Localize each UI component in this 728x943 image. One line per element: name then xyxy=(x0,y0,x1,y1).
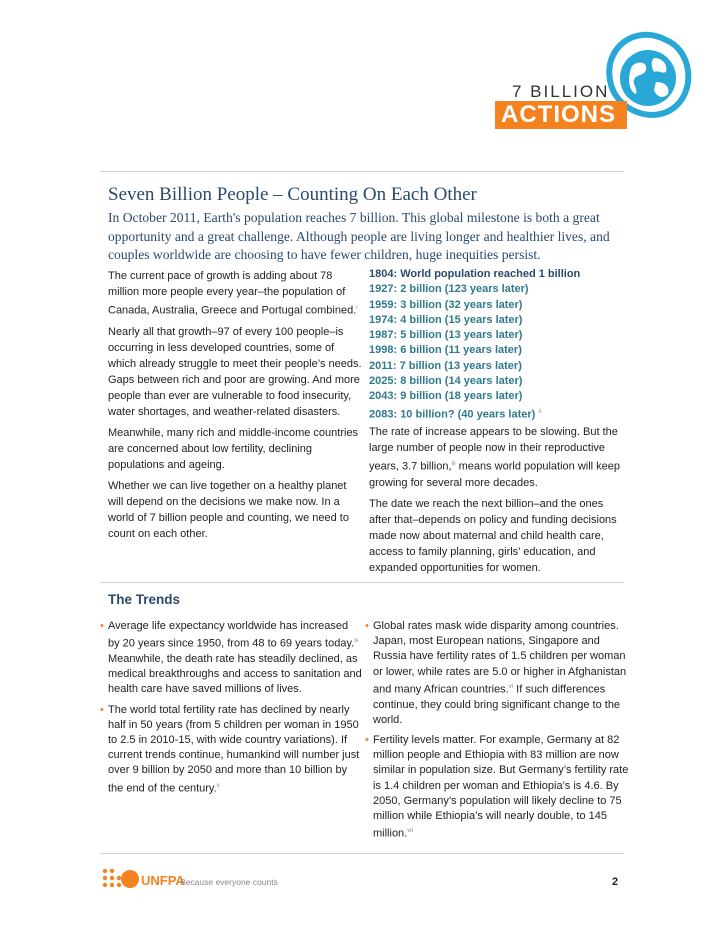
org-name: UNFPA xyxy=(141,873,185,888)
footnote-marker: ii xyxy=(538,408,542,415)
paragraph: Nearly all that growth–97 of every 100 people–is occurring in less developed countries, some of which already struggle to meet their people’s needs. Gaps between rich and poor are growing. And more people than ever are vulnerable to food insecurity, water shortages, and weather-related disasters. xyxy=(108,325,362,418)
logo-text-actions: ACTIONS xyxy=(495,101,627,129)
timeline-item: 1959: 3 billion (32 years later) xyxy=(369,298,523,311)
intro-paragraph: In October 2011, Earth's population reaches 7 billion. This global milestone is both a great opportunity and a great challenge. Although people are living longer and healthier lives, and couples worldwide are choosing to have fewer children, huge inequities persist. xyxy=(108,210,610,262)
trends-left-list xyxy=(100,619,362,802)
footnote-marker: i xyxy=(356,305,358,311)
page-title: Seven Billion People – Counting On Each Other xyxy=(108,184,477,205)
footnote-marker: v xyxy=(216,782,220,789)
paragraph: The current pace of growth is adding about 78 million more people every year–the population of Canada, Australia, Greece and Portugal combined.$^i$ xyxy=(108,270,358,317)
timeline-item: 1998: 6 billion (11 years later) xyxy=(369,344,522,357)
list-item: • Average life expectancy worldwide has increased by 20 years since 1950, from 48 to 69 years today.$^{iv}$ Meanwhile, the death rate has steadily declined, as medical breakthroughs and access to sanitation and health care have saved millions of lives. xyxy=(100,619,362,698)
timeline-item: 2043: 9 billion (18 years later) xyxy=(369,390,523,403)
list-item: • The world total fertility rate has declined by nearly half in 50 years (from 5 children per woman in 1950 to 2.5 in 2010-15, with wide country variations). If current trends continue, humankind will number just over 9 billion by 2050 and more than 10 billion by the end of the century.$^v$ xyxy=(100,703,362,797)
timeline-item: 2025: 8 billion (14 years later) xyxy=(369,375,523,388)
list-item: • Fertility levels matter. For example, Germany at 82 million people and Ethiopia with 83 million are now similar in population size. But Germany’s fertility rate is 1.4 children per woman and Ethiopia’s is 4.6. By 2050, Germany’s population will likely decline to 75 million while Ethiopia’s will nearly double, to 145 million.$^{vii}$ xyxy=(365,733,629,842)
timeline-item: 1974: 4 billion (15 years later) xyxy=(369,313,523,326)
timeline-item: 2011: 7 billion (13 years later) xyxy=(369,359,522,372)
population-timeline xyxy=(369,267,629,423)
header-divider xyxy=(100,171,624,172)
footnote-marker: vii xyxy=(407,828,413,835)
footnote-marker: iii xyxy=(451,461,456,467)
footer-divider xyxy=(100,853,624,854)
logo-text-7-billion: 7 BILLION xyxy=(512,82,610,101)
section-divider xyxy=(100,582,624,583)
trends-heading: The Trends xyxy=(108,592,181,607)
right-column xyxy=(369,424,627,581)
unfpa-dots-icon xyxy=(100,866,185,892)
paragraph: Whether we can live together on a healthy planet will depend on the decisions we make now. In a world of 7 billion people and counting, we need to count on each other. xyxy=(108,479,349,540)
paragraph: Meanwhile, many rich and middle-income countries are concerned about low fertility, declining populations and ageing. xyxy=(108,426,359,471)
footnote-marker: vi xyxy=(508,683,514,690)
trends-right-list xyxy=(365,619,629,847)
page-number: 2 xyxy=(612,876,619,888)
footnote-marker: iv xyxy=(354,638,359,645)
paragraph: The rate of increase appears to be slowing. But the large number of people now in their reproductive years, 3.7 billion,$^{iii}$ means world population will keep growing for several more decades. xyxy=(369,426,621,489)
timeline-item: 2083: 10 billion? (40 years later) $^{ii}$ xyxy=(369,408,542,421)
timeline-item: 1804: World population reached 1 billion xyxy=(369,268,581,280)
timeline-item: 1987: 5 billion (13 years later) xyxy=(369,329,523,342)
left-column xyxy=(108,268,364,547)
list-item: • Global rates mask wide disparity among countries. Japan, most European nations, Singapore and Russia have fertility rates of 1.5 children per woman or lower, while rates are 5.0 or higher in Afghanistan and many African countries.$^{vi}$ If such differences continue, they could bring significant change to the world. xyxy=(365,619,629,728)
paragraph: The date we reach the next billion–and the ones after that–depends on policy and funding decisions made now about maternal and child health care, access to family planning, girls’ education, and expanded opportunities for women. xyxy=(369,497,617,574)
footer-tagline: Because everyone counts xyxy=(180,877,278,887)
timeline-item: 1927: 2 billion (123 years later) xyxy=(369,283,529,296)
